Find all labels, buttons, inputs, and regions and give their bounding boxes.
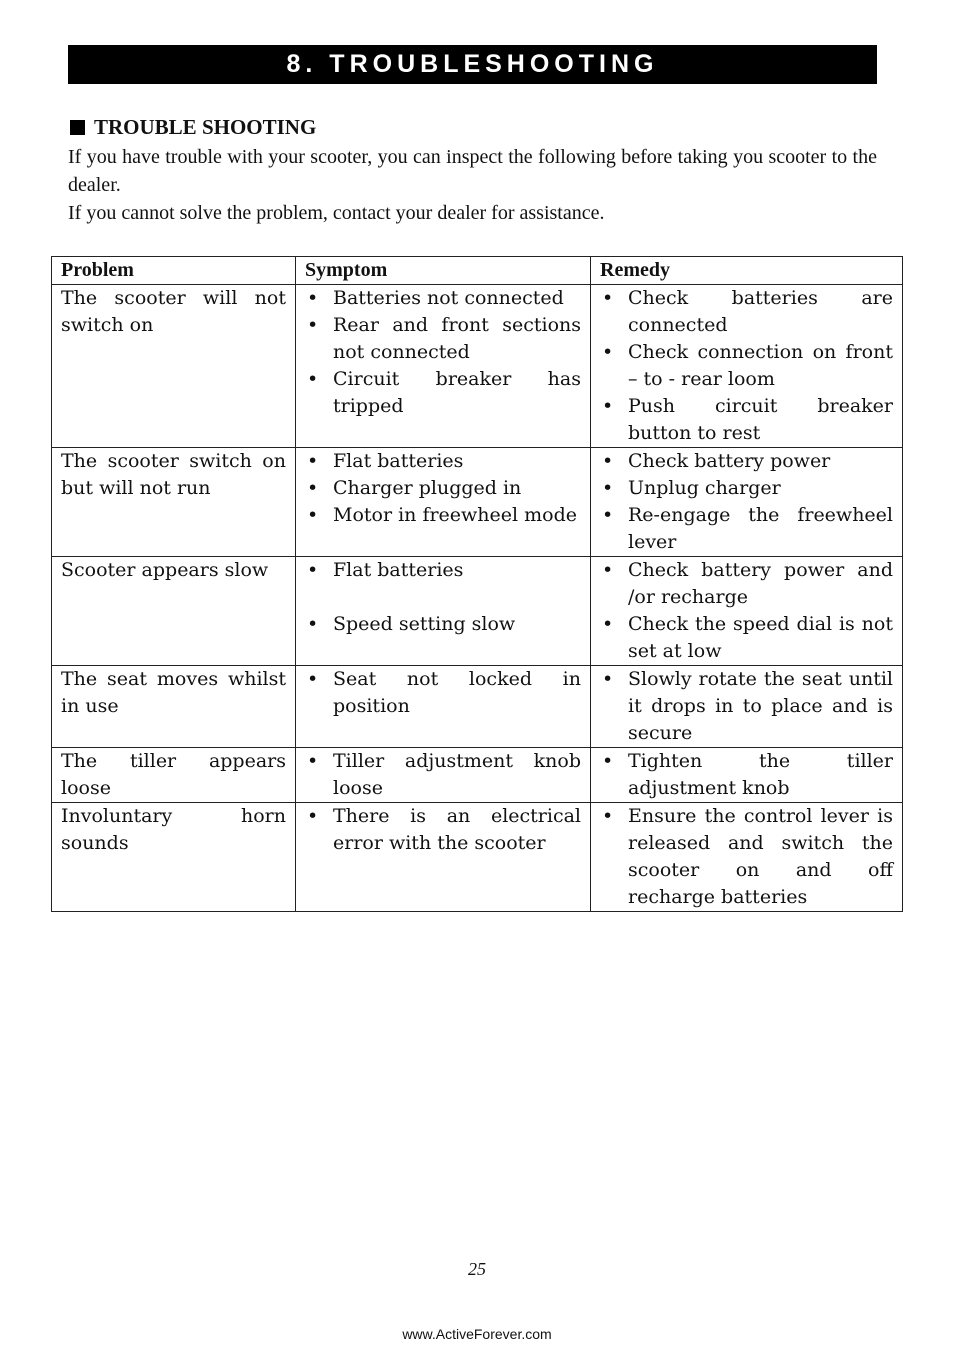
column-header-remedy: Remedy: [591, 257, 903, 285]
symptom-item: • Seat not locked in position: [305, 666, 581, 720]
table-row: [52, 448, 903, 557]
intro-paragraph-2: If you cannot solve the problem, contact your dealer for assistance.: [68, 202, 605, 224]
problem-cell: The seat moves whilst in use: [52, 666, 296, 748]
square-bullet-icon: [70, 120, 85, 135]
symptom-cell: [296, 557, 591, 666]
problem-cell: Involuntary horn sounds: [52, 803, 296, 912]
symptom-item: • Motor in freewheel mode: [305, 502, 581, 529]
remedy-item: • Re-engage the freewheel lever: [600, 502, 893, 556]
symptom-item: • Batteries not connected: [305, 285, 581, 312]
remedy-cell: [591, 448, 903, 557]
remedy-cell: [591, 557, 903, 666]
problem-cell: Scooter appears slow: [52, 557, 296, 666]
symptom-item: • Circuit breaker has tripped: [305, 366, 581, 420]
symptom-cell: [296, 748, 591, 803]
table-header-row: [52, 257, 903, 285]
column-header-problem: Problem: [52, 257, 296, 285]
footer-website: www.ActiveForever.com: [402, 1326, 552, 1342]
section-title: TROUBLE SHOOTING: [94, 115, 317, 139]
problem-cell: The tiller appears loose: [52, 748, 296, 803]
table-row: [52, 748, 903, 803]
remedy-item: • Check battery power and /or recharge: [600, 557, 893, 611]
column-header-symptom: Symptom: [296, 257, 591, 285]
remedy-item: • Push circuit breaker button to rest: [600, 393, 893, 447]
remedy-item: • Check connection on front – to - rear loom: [600, 339, 893, 393]
symptom-cell: [296, 448, 591, 557]
intro-paragraph-1: If you have trouble with your scooter, you can inspect the following before taking you scooter to the dealer.: [68, 146, 877, 196]
remedy-item: • Tighten the tiller adjustment knob: [600, 748, 893, 802]
remedy-cell: [591, 285, 903, 448]
problem-cell: The scooter will not switch on: [52, 285, 296, 448]
page-number: 25: [468, 1259, 486, 1279]
symptom-item: • Tiller adjustment knob loose: [305, 748, 581, 802]
symptom-cell: [296, 285, 591, 448]
symptom-item: • Charger plugged in: [305, 475, 581, 502]
intro-text: [68, 143, 877, 227]
remedy-item: • Check battery power: [600, 448, 893, 475]
remedy-item: • Unplug charger: [600, 475, 893, 502]
symptom-item: • There is an electrical error with the scooter: [305, 803, 581, 857]
troubleshooting-table: [51, 256, 903, 912]
table-row: [52, 285, 903, 448]
symptom-item: • Flat batteries: [305, 448, 581, 475]
symptom-item: • Rear and front sections not connected: [305, 312, 581, 366]
remedy-cell: [591, 748, 903, 803]
symptom-cell: [296, 803, 591, 912]
chapter-title-banner: 8. TROUBLESHOOTING: [68, 45, 877, 84]
symptom-cell: [296, 666, 591, 748]
remedy-item: • Ensure the control lever is released and switch the scooter on and off recharge batteries: [600, 803, 893, 911]
remedy-cell: [591, 666, 903, 748]
table-row: [52, 666, 903, 748]
remedy-item: • Check batteries are connected: [600, 285, 893, 339]
table-row: [52, 803, 903, 912]
section-heading: [68, 115, 316, 140]
symptom-item: • Speed setting slow: [305, 611, 581, 638]
remedy-cell: [591, 803, 903, 912]
problem-cell: The scooter switch on but will not run: [52, 448, 296, 557]
remedy-item: • Check the speed dial is not set at low: [600, 611, 893, 665]
remedy-item: • Slowly rotate the seat until it drops in to place and is secure: [600, 666, 893, 747]
symptom-item: • Flat batteries: [305, 557, 581, 584]
table-row: [52, 557, 903, 666]
